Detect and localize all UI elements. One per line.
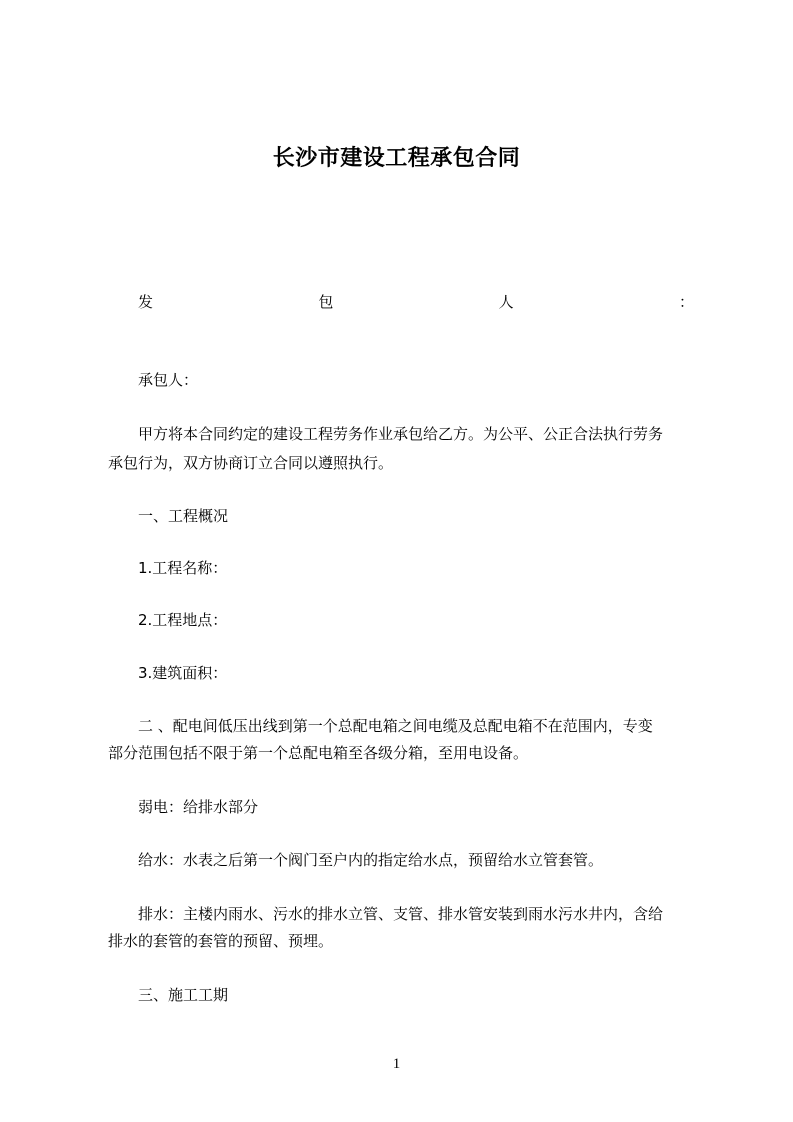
project-name-field: 1.工程名称： [138,559,228,577]
weak-current-line: 弱电：给排水部分 [138,798,259,816]
section-2-line-2: 部分范围包括不限于第一个总配电箱至各级分箱，至用电设备。 [108,744,529,762]
section-3-heading: 三、施工工期 [138,986,229,1004]
drainage-line-1: 排水：主楼内雨水、污水的排水立管、支管、排水管安装到雨水污水井内，含给 [138,905,664,923]
issuer-colon: ： [678,293,694,311]
issuer-char-1: 发 [138,293,154,311]
building-area-field: 3.建筑面积： [138,664,228,682]
document-title: 长沙市建设工程承包合同 [272,146,521,171]
section-2-line-1: 二 、配电间低压出线到第一个总配电箱之间电缆及总配电箱不在范围内，专变 [138,717,653,735]
page-number: 1 [392,1056,401,1072]
issuer-line [138,292,694,312]
contractor-line: 承包人： [138,371,199,389]
project-location-field: 2.工程地点： [138,611,228,629]
intro-line-2: 承包行为，双方协商订立合同以遵照执行。 [108,454,394,472]
section-1-heading: 一、工程概况 [138,507,229,525]
drainage-line-2: 排水的套管的套管的预留、预埋。 [108,932,334,950]
intro-line-1: 甲方将本合同约定的建设工程劳务作业承包给乙方。为公平、公正合法执行劳务 [138,425,664,443]
issuer-char-2: 包 [318,293,334,311]
water-supply-line: 给水：水表之后第一个阀门至户内的指定给水点，预留给水立管套管。 [138,851,604,869]
issuer-char-3: 人 [498,293,514,311]
